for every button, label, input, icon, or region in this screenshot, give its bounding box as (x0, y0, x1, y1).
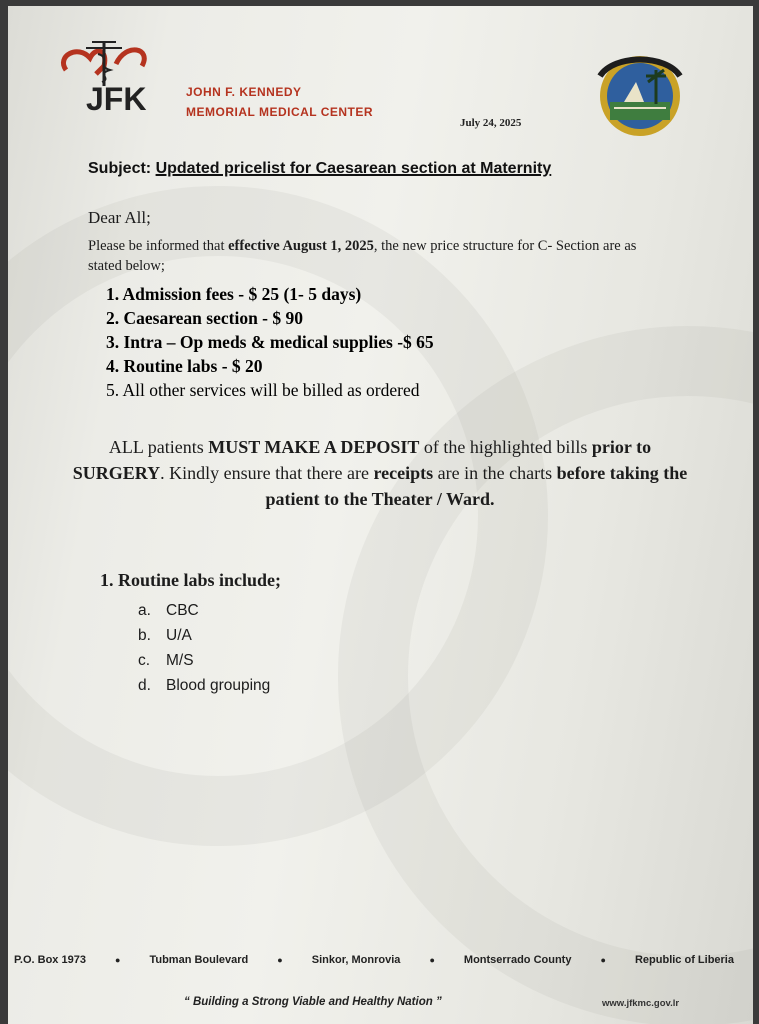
subject-label: Subject: (88, 160, 152, 177)
watermark (338, 326, 753, 1024)
subject-line (88, 160, 551, 178)
footer-county: Montserrado County (463, 954, 572, 966)
labs-heading: 1. Routine labs include; (100, 570, 282, 590)
motto: “ Building a Strong Viable and Healthy Nation ” (184, 996, 442, 1008)
bullet-icon: ● (277, 955, 283, 965)
labs-list (138, 598, 270, 698)
svg-text:JFK: JFK (86, 81, 147, 116)
bullet-icon: ● (600, 955, 606, 965)
fee-item: 4. Routine labs - $ 20 (106, 356, 263, 376)
footer-street: Tubman Boulevard (149, 954, 249, 966)
footer-district: Sinkor, Monrovia (311, 954, 401, 966)
list-item: b. U/A (138, 627, 192, 644)
footer-country: Republic of Liberia (634, 954, 734, 966)
effective-date: effective August 1, 2025 (228, 238, 374, 254)
list-item: c. M/S (138, 652, 194, 669)
institution-line-1: JOHN F. KENNEDY (186, 85, 302, 99)
letter-page (8, 6, 753, 1024)
list-item: a. CBC (138, 602, 199, 619)
fee-item: 2. Caesarean section - $ 90 (106, 308, 304, 328)
salutation: Dear All; (88, 208, 151, 227)
institution-line-2: MEMORIAL MEDICAL CENTER (186, 105, 374, 119)
fee-item: 5. All other services will be billed as ordered (106, 380, 420, 400)
list-item: d. Blood grouping (138, 677, 271, 694)
deposit-notice: ALL patients MUST MAKE A DEPOSIT of the highlighted bills prior to SURGERY. Kindly ensure that there are receipts are in the charts before taking the patient to the Theater / Ward. (72, 437, 688, 509)
website-link[interactable]: www.jfkmc.gov.lr (602, 998, 680, 1009)
letter-date: July 24, 2025 (460, 117, 522, 129)
fee-item: 1. Admission fees - $ 25 (1- 5 days) (106, 284, 362, 304)
jfk-logo (56, 36, 176, 116)
fee-item: 3. Intra – Op meds & medical supplies -$ 65 (106, 332, 434, 352)
intro-text: Please be informed that (88, 238, 229, 254)
intro-text-end: , the new price structure for C- Section are as stated below; (88, 238, 637, 274)
footer-po-box: P.O. Box 1973 (14, 954, 86, 966)
institution-name (186, 82, 373, 122)
intro-paragraph (88, 236, 648, 276)
fee-list (106, 282, 434, 402)
bullet-icon: ● (429, 955, 435, 965)
subject-text: Updated pricelist for Caesarean section at Maternity (155, 160, 552, 177)
liberia-seal-icon (594, 46, 686, 142)
address-footer (14, 954, 734, 966)
bullet-icon: ● (114, 955, 121, 965)
